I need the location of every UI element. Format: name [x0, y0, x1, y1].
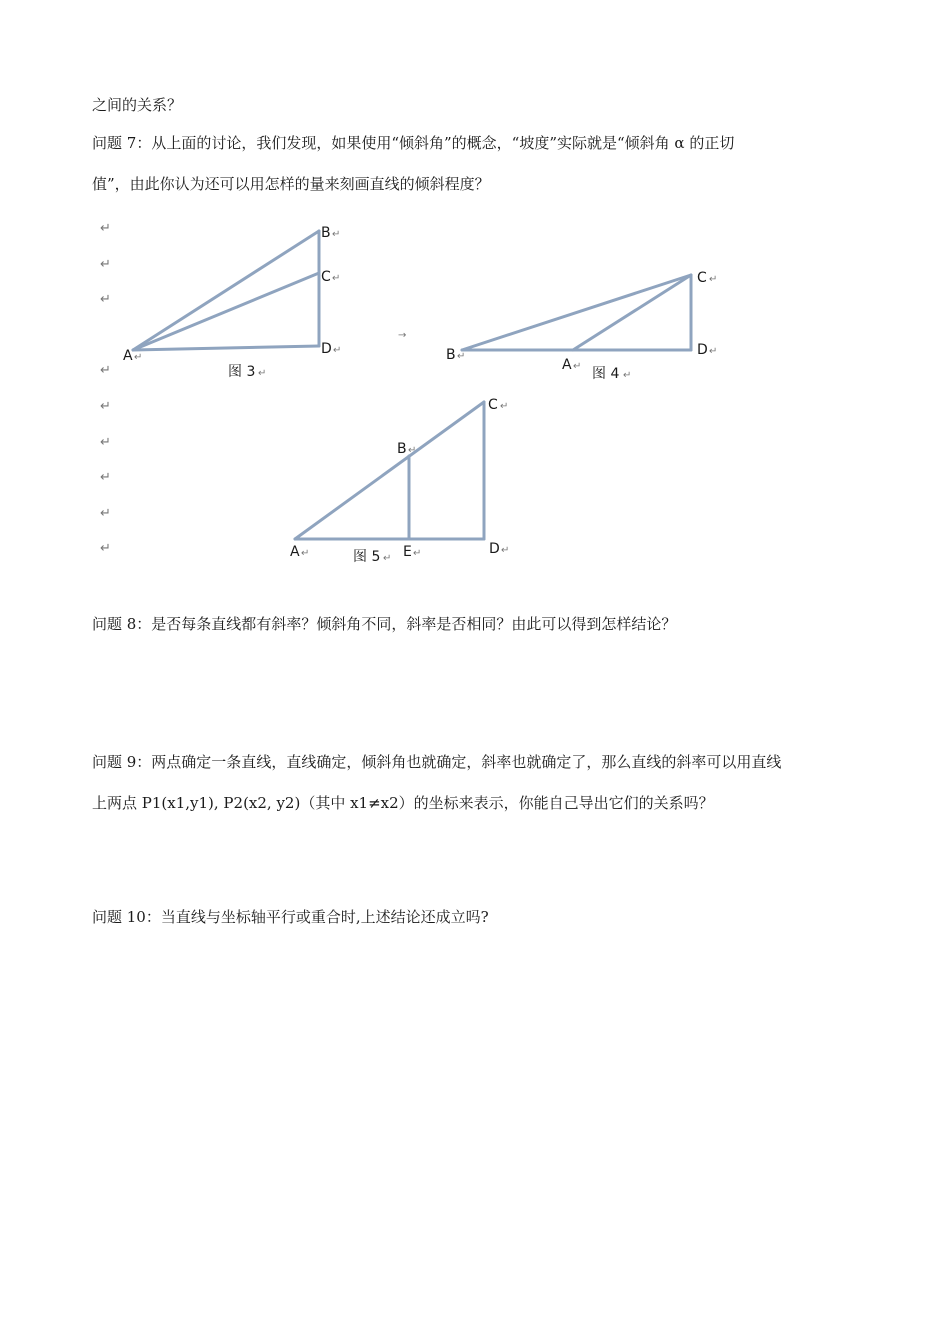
- return-mark: ↵: [383, 553, 392, 564]
- fig3-segment-AB: [133, 231, 319, 350]
- fig3-segment-AC: [133, 273, 319, 350]
- paragraph-intro-text: 之间的关系？: [92, 96, 183, 114]
- fig4-label-D: D: [697, 342, 708, 358]
- question-10: [92, 906, 489, 927]
- return-mark: ↵: [333, 345, 342, 356]
- fig5-segment-AC: [295, 402, 484, 539]
- fig4-label-C: C: [697, 270, 707, 286]
- fig5-label-E: E: [403, 544, 412, 560]
- fig5-caption: 图 5: [353, 549, 381, 565]
- question-9: [92, 751, 781, 772]
- return-mark: ↵: [573, 361, 582, 372]
- fig4-segment-BC: [462, 275, 691, 350]
- return-mark: ↵: [100, 363, 111, 378]
- return-mark: ↵: [500, 401, 509, 412]
- fig3-label-B: B: [321, 225, 331, 241]
- return-mark: ↵: [100, 541, 111, 556]
- return-mark: ↵: [457, 351, 466, 362]
- fig5-label-D: D: [489, 541, 500, 557]
- fig3-label-C: C: [321, 269, 331, 285]
- return-mark: ↵: [100, 470, 111, 485]
- return-mark: ↵: [100, 435, 111, 450]
- figure-4: [446, 270, 717, 382]
- tab-arrow: →: [398, 330, 407, 341]
- return-mark: ↵: [301, 548, 310, 559]
- fig5-label-C: C: [488, 397, 498, 413]
- question-9-continued: [92, 792, 714, 813]
- return-mark: ↵: [501, 545, 510, 556]
- question-9-text: 问题 9：两点确定一条直线，直线确定，倾斜角也就确定，斜率也就确定了，那么直线的斜率可以用直线: [92, 753, 782, 771]
- return-mark: ↵: [709, 346, 718, 357]
- fig5-label-B: B: [397, 441, 407, 457]
- fig3-label-D: D: [321, 341, 332, 357]
- return-mark: ↵: [332, 273, 341, 284]
- fig4-label-B: B: [446, 347, 456, 363]
- fig4-segment-AC: [573, 275, 691, 350]
- fig5-label-A: A: [290, 544, 300, 560]
- return-mark: ↵: [258, 368, 267, 379]
- return-mark: ↵: [408, 445, 417, 456]
- fig3-segment-AD: [133, 346, 319, 350]
- question-10-text: 问题 10：当直线与坐标轴平行或重合时,上述结论还成立吗?: [92, 908, 489, 926]
- return-mark: ↵: [100, 292, 111, 307]
- return-mark: ↵: [100, 399, 111, 414]
- question-9-continued-text: 上两点 P1(x1,y1), P2(x2, y2)（其中 x1≠x2）的坐标来表示，你能自己导出它们的关系吗？: [92, 794, 714, 812]
- question-7-label: 问题 7: [92, 134, 137, 152]
- fig4-label-A: A: [562, 357, 572, 373]
- question-8: [92, 613, 676, 634]
- return-mark: ↵: [709, 274, 718, 285]
- return-mark: ↵: [623, 370, 632, 381]
- question-8-text: 问题 8：是否每条直线都有斜率？倾斜角不同，斜率是否相同？由此可以得到怎样结论？: [92, 615, 677, 633]
- figures-canvas: [0, 0, 950, 600]
- return-mark: ↵: [100, 221, 111, 236]
- fig4-caption: 图 4: [592, 366, 620, 382]
- figure-5: [290, 397, 509, 565]
- return-mark: ↵: [100, 257, 111, 272]
- return-mark: ↵: [413, 548, 422, 559]
- fig3-caption: 图 3: [228, 364, 256, 380]
- question-7-body: ：从上面的讨论，我们发现，如果使用“倾斜角”的概念，“坡度”实际就是“倾斜角 α 的正切: [136, 134, 735, 152]
- figure-3: [123, 225, 341, 380]
- return-mark: ↵: [332, 229, 341, 240]
- return-mark: ↵: [100, 506, 111, 521]
- return-mark: ↵: [134, 352, 143, 363]
- question-7-continued-text: 值”，由此你认为还可以用怎样的量来刻画直线的倾斜程度？: [92, 175, 490, 193]
- fig3-label-A: A: [123, 348, 133, 364]
